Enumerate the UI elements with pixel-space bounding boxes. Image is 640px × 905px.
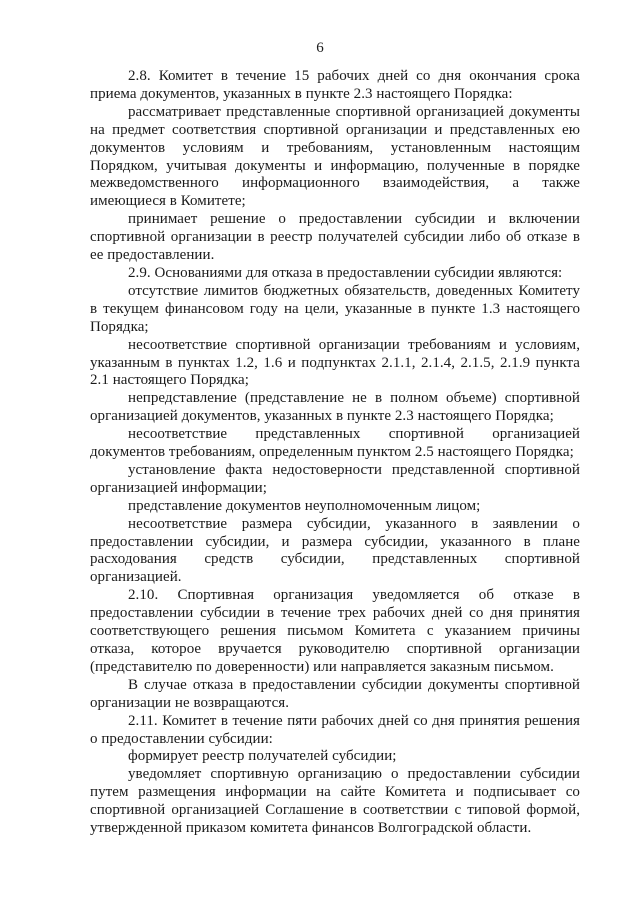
paragraph-2-10: 2.10. Спортивная организация уведомляется об отказе в предоставлении субсидии в течение трех рабочих дней со дня принятия соответствующего решения письмом Комитета с указанием причины отказа, которое вручается руководителю спортивной организации (представителю по доверенности) или направляется заказным письмом.: [90, 587, 580, 675]
paragraph-2-9-false-info: установление факта недостоверности представленной спортивной организацией информации;: [90, 461, 580, 496]
paragraph-2-11-registry: формирует реестр получателей субсидии;: [128, 748, 397, 765]
paragraph-2-11: 2.11. Комитет в течение пяти рабочих дней со дня принятия решения о предоставлении субсидии:: [90, 712, 580, 747]
paragraph-2-9: 2.9. Основаниями для отказа в предоставлении субсидии являются:: [128, 264, 563, 281]
paragraph-2-9-nonsubmission: непредставление (представление не в полном объеме) спортивной организацией документов, указанных в пункте 2.3 настоящего Порядка;: [90, 390, 580, 425]
paragraph-2-9-requirements: несоответствие спортивной организации требованиям и условиям, указанным в пунктах 1.2, 1.6 и подпунктах 2.1.1, 2.1.4, 2.1.5, 2.1.9 пункта 2.1 настоящего Порядка;: [90, 336, 580, 389]
paragraph-2-9-limits: отсутствие лимитов бюджетных обязательств, доведенных Комитету в текущем финансовом году на цели, указанные в пункте 1.3 настоящего Порядка;: [90, 282, 580, 335]
paragraph-2-8-decision: принимает решение о предоставлении субсидии и включении спортивной организации в реестр получателей субсидии либо об отказе в ее предоставлении.: [90, 211, 580, 264]
paragraph-2-9-unauthorized: представление документов неуполномоченным лицом;: [128, 497, 481, 514]
document-body: [90, 68, 580, 838]
page-number: 6: [316, 40, 324, 56]
paragraph-2-9-mismatch-docs: несоответствие представленных спортивной организацией документов требованиям, определенным пунктом 2.5 настоящего Порядка;: [90, 426, 580, 461]
paragraph-2-8-review: рассматривает представленные спортивной организацией документы на предмет соответствия спортивной организации и представленных ею документов условиям и требованиям, установленным настоящим Порядком, учитывая документы и информацию, полученные в порядке межведомственного информационного взаимодействия, а также имеющиеся в Комитете;: [90, 103, 580, 210]
paragraph-2-11-notify: уведомляет спортивную организацию о предоставлении субсидии путем размещения информации на сайте Комитета и подписывает со спортивной организацией Соглашение в соответствии с типовой формой, утвержденной приказом комитета финансов Волгоградской области.: [90, 766, 580, 837]
paragraph-2-9-amount-mismatch: несоответствие размера субсидии, указанного в заявлении о предоставлении субсидии, и размера субсидии, указанного в плане расходования средств субсидии, представленных спортивной организацией.: [90, 515, 580, 586]
paragraph-2-10-no-return: В случае отказа в предоставлении субсидии документы спортивной организации не возвращаются.: [90, 676, 580, 711]
paragraph-2-8: 2.8. Комитет в течение 15 рабочих дней со дня окончания срока приема документов, указанных в пункте 2.3 настоящего Порядка:: [90, 68, 580, 102]
